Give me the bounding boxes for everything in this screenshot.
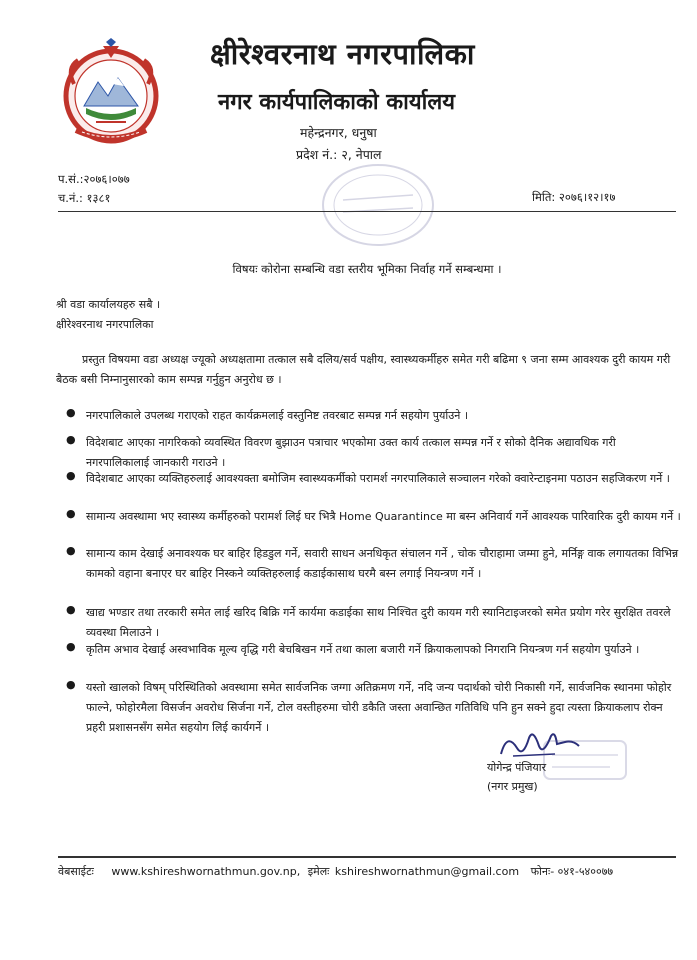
list-item: विदेशबाट आएका व्यक्तिहरुलाई आवश्यक्ता बमोजिम स्वास्थ्यकर्मीको परामर्श नगरपालिकाले सञ्चालन गरेको क्वारेन्टाइनमा पठाउन सहजिकरण गर्ने । — [86, 472, 670, 485]
recipient-line-1: श्री वडा कार्यालयहरु सबै । — [56, 298, 161, 311]
reference-number: प.सं.:२०७६।०७७ — [58, 172, 130, 186]
signatory-title: (नगर प्रमुख) — [487, 780, 538, 793]
office-stamp-icon — [318, 160, 438, 250]
office-name: नगर कार्यपालिकाको कार्यालय — [218, 90, 455, 115]
list-item: सामान्य काम देखाई अनावश्यक घर बाहिर हिडडुल गर्ने, सवारी साधन अनधिकृत संचालन गर्ने , चोक चौराहामा जम्मा हुने, मर्निङ्ग वाक लगायतका विभिन्न कामको वहाना बनाएर घर बाहिर निस्कने व्यक्तिहरुलाई कडाईकासाथ घरमै बस्न लगाई नियन्त्रण गर्ने । — [86, 547, 679, 580]
footer-contact — [58, 864, 613, 879]
emblem-icon — [56, 38, 166, 148]
signatory-name: योगेन्द्र पंजियार — [487, 761, 547, 774]
website-link[interactable]: www.kshireshwornathmun.gov.np, — [111, 865, 301, 878]
list-item: सामान्य अवस्थामा भए स्वास्थ्य कर्मीहरुको परामर्श लिई घर भित्रै Home Quarantince मा बस्न अनिवार्य गर्ने आवश्यक पारिवारिक दुरी कायम गर्ने । — [86, 510, 681, 523]
phone-number: फोनः- ०४१-५४००७७ — [530, 865, 614, 878]
bullet-icon: ● — [66, 678, 76, 691]
address-line-2: प्रदेश नं.: २, नेपाल — [296, 147, 382, 162]
bullet-icon: ● — [66, 544, 76, 557]
header-divider — [58, 211, 676, 212]
website-label: वेबसाईटः — [58, 865, 94, 878]
bullet-icon: ● — [66, 469, 76, 482]
footer-divider — [58, 856, 676, 858]
bullet-icon: ● — [66, 433, 76, 446]
list-item: खाद्य भण्डार तथा तरकारी समेत लाई खरिद बिक्रि गर्ने कार्यमा कडाईका साथ निश्चित दुरी कायम गरी स्यानिटाइजरको समेत प्रयोग गरेर सुरक्षित तवरले व्यवस्था मिलाउने । — [86, 606, 671, 639]
recipient-line-2: क्षीरेश्वरनाथ नगरपालिका — [56, 318, 154, 331]
letter-date: मिति: २०७६।१२।१७ — [532, 190, 616, 204]
list-item: विदेशबाट आएका नागरिकको व्यवस्थित विवरण बुझाउन पत्राचार भएकोमा उक्त कार्य तत्काल सम्पन्न गर्ने र सोको दैनिक अद्यावधिक गरी नगरपालिकालाई जानकारी गराउने । — [86, 436, 616, 469]
email-label: इमेलः — [307, 865, 330, 878]
intro-paragraph: प्रस्तुत विषयमा वडा अध्यक्ष ज्यूको अध्यक्षतामा तत्काल सबै दलिय/सर्व पक्षीय, स्वास्थ्यकर्मीहरु समेत गरी बढिमा ९ जना सम्म आवश्यक दुरी कायम गरी बैठक बसी निम्नानुसारको काम सम्पन्न गर्नुहुन अनुरोध छ । — [56, 353, 671, 386]
email-link[interactable]: kshireshwornathmun@gmail.com — [334, 865, 520, 878]
list-item: नगरपालिकाले उपलब्ध गराएको राहत कार्यक्रमलाई वस्तुनिष्ट तवरबाट सम्पन्न गर्न सहयोग पुर्याउने । — [86, 409, 469, 422]
list-item: यस्तो खालको विषम् परिस्थितिको अवस्थामा समेत सार्वजनिक जग्गा अतिक्रमण गर्ने, नदि जन्य पदार्थको चोरी निकासी गर्ने, सार्वजनिक स्थानमा फोहोर फाल्ने, फोहोरमैला विसर्जन अवरोध सिर्जना गर्ने, टोल वस्तीहरुमा चोरी डकैति जस्ता अवान्छित गतिविधि पनि हुन सक्ने हुदा त्यस्ता क्रियाकलाप रोक्न प्रहरी प्रशासनसँग समेत सहयोग लिई कार्यगर्ने । — [86, 681, 672, 734]
organization-name: क्षीरेश्वरनाथ नगरपालिका — [210, 37, 475, 71]
bullet-icon: ● — [66, 640, 76, 653]
address-line-1: महेन्द्रनगर, धनुषा — [300, 125, 377, 140]
bullet-icon: ● — [66, 406, 76, 419]
letter-subject: विषयः कोरोना सम्बन्धि वडा स्तरीय भूमिका निर्वाह गर्ने सम्बन्धमा । — [232, 262, 502, 276]
bullet-icon: ● — [66, 507, 76, 520]
dispatch-number: च.नं.: १३८१ — [58, 191, 111, 205]
signature-stamp-icon — [540, 735, 630, 785]
bullet-icon: ● — [66, 603, 76, 616]
list-item: कृतिम अभाव देखाई अस्वभाविक मूल्य वृद्धि गरी बेचबिखन गर्ने तथा काला बजारी गर्ने क्रियाकलापको निगरानि नियन्त्रण गर्न सहयोग पुर्याउने । — [86, 643, 640, 656]
